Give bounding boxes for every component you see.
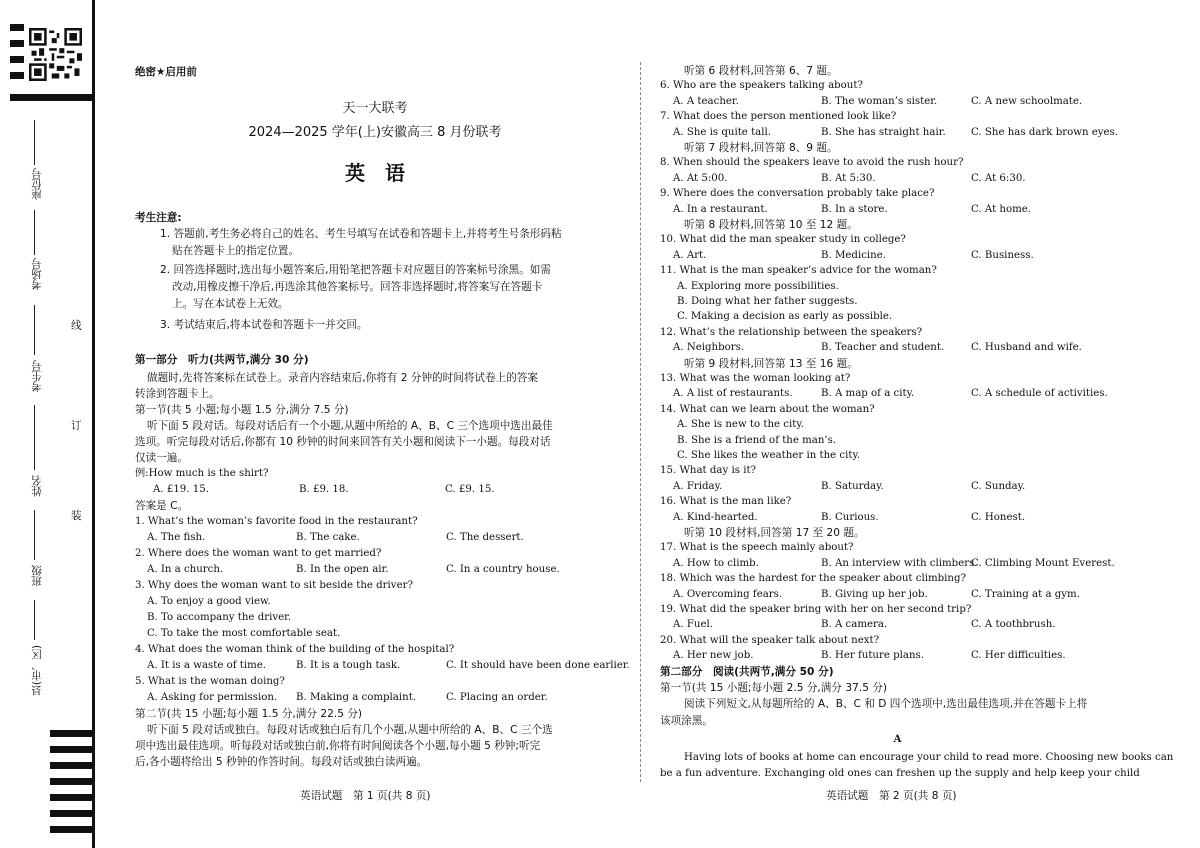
- subject-title: 英 语: [345, 161, 405, 185]
- question-option: A. In a church.: [147, 564, 224, 575]
- question-option: C. Her difficulties.: [971, 650, 1066, 662]
- confidential-mark: 绝密★启用前: [135, 66, 197, 78]
- question-option: B. In a store.: [821, 203, 888, 215]
- notice-line: 2. 回答选择题时,选出每小题答案后,用铅笔把答题卡对应题目的答案标号涂黑。如需: [160, 264, 551, 276]
- section1-intro-line: 选项。听完每段对话后,你都有 10 秒钟的时间来回答有关小题和阅读下一小题。每段对话: [135, 436, 551, 448]
- question-option: A. Overcoming fears.: [673, 588, 783, 600]
- reading-intro-line: 该项涂黑。: [660, 714, 713, 727]
- passage-line: be a fun adventure. Exchanging old ones can freshen up the supply and help keep your child: [660, 768, 1140, 779]
- question-option: C. Placing an order.: [446, 692, 548, 703]
- section1-title: 第一节(共 5 小题;每小题 1.5 分,满分 7.5 分): [135, 404, 349, 416]
- question-option: A. Exploring more possibilities.: [677, 280, 839, 292]
- question-option: A. In a restaurant.: [673, 203, 768, 215]
- notice-line: 1. 答题前,考生务必将自己的姓名、考生号填写在试卷和答题卡上,并将考生号条形码粘: [160, 228, 562, 240]
- passage-line: Having lots of books at home can encourage your child to read more. Choosing new books can: [684, 751, 1174, 763]
- question-option: B. A map of a city.: [821, 388, 915, 400]
- question-option: C. Making a decision as early as possible.: [677, 311, 893, 323]
- question-option: C. A new schoolmate.: [971, 95, 1083, 107]
- question-option: B. To accompany the driver.: [147, 612, 292, 623]
- question-option: B. The woman’s sister.: [821, 95, 938, 107]
- reading-intro-line: 阅读下列短文,从每题所给的 A、B、C 和 D 四个选项中,选出最佳选项,并在答题卡上将: [684, 698, 1088, 711]
- reading-section1-title: 第一节(共 15 小题;每小题 2.5 分,满分 37.5 分): [660, 682, 888, 694]
- question-option: A. The fish.: [147, 532, 206, 543]
- section2-title: 第二节(共 15 小题;每小题 1.5 分,满分 22.5 分): [135, 708, 363, 720]
- question-stem: 13. What was the woman looking at?: [660, 373, 851, 384]
- question-option: B. She has straight hair.: [821, 126, 946, 138]
- question-stem: 8. When should the speakers leave to avoid the rush hour?: [660, 157, 964, 169]
- question-stem: 18. Which was the hardest for the speaker about climbing?: [660, 573, 966, 585]
- question-option: B. Medicine.: [821, 249, 886, 261]
- question-option: B. The cake.: [296, 532, 360, 543]
- question-stem: 20. What will the speaker talk about next?: [660, 634, 880, 646]
- question-stem: 17. What is the speech mainly about?: [660, 542, 854, 554]
- exam-title: 2024—2025 学年(上)安徽高三 8 月份联考: [248, 125, 502, 140]
- passage-label: A: [893, 733, 902, 746]
- question-option: A. It is a waste of time.: [147, 660, 267, 671]
- class-label: 班级: [31, 565, 43, 587]
- cut-line: [92, 0, 95, 848]
- question-stem: 15. What day is it?: [660, 465, 757, 477]
- section2-intro-line: 后,各小题将给出 5 秒钟的作答时间。每段对话或独白读两遍。: [135, 756, 428, 768]
- question-option: B. It is a tough task.: [296, 660, 401, 671]
- question-stem: 1. What’s the woman’s favorite food in the restaurant?: [135, 516, 418, 527]
- question-stem: 7. What does the person mentioned look like?: [660, 111, 897, 123]
- notice-title: 考生注意:: [135, 212, 182, 224]
- question-option: C. Honest.: [971, 511, 1026, 523]
- question-option: C. Business.: [971, 249, 1034, 261]
- listening-lead: 听第 6 段材料,回答第 6、7 题。: [684, 65, 838, 77]
- question-option: C. At 6:30.: [971, 172, 1026, 184]
- question-stem: 10. What did the man speaker study in college?: [660, 234, 906, 246]
- question-option: B. Doing what her father suggests.: [677, 296, 858, 307]
- question-option: C. She likes the weather in the city.: [677, 450, 861, 461]
- student-number-label: 考生号: [31, 360, 43, 392]
- question-option: C. In a country house.: [446, 564, 560, 575]
- listening-lead: 听第 9 段材料,回答第 13 至 16 题。: [684, 357, 858, 370]
- bind-char-bind: 装: [71, 510, 82, 522]
- question-option: C. It should have been done earlier.: [446, 660, 630, 671]
- question-option: A. Art.: [673, 249, 707, 261]
- listening-lead: 听第 8 段材料,回答第 10 至 12 题。: [684, 219, 858, 231]
- question-option: A. Neighbors.: [673, 342, 745, 354]
- question-option: C. Husband and wife.: [971, 342, 1082, 354]
- exam-room-label: 考场号: [31, 258, 43, 290]
- question-option: A. How to climb.: [673, 557, 759, 569]
- question-option: A. Kind-hearted.: [673, 511, 758, 523]
- question-option: B. In the open air.: [296, 564, 389, 575]
- question-option: B. At 5:30.: [821, 172, 876, 184]
- notice-line: 贴在答题卡上的指定位置。: [172, 245, 300, 257]
- question-option: A. A list of restaurants.: [673, 388, 793, 400]
- question-option: C. At home.: [971, 203, 1032, 215]
- question-option: B. A camera.: [821, 619, 888, 631]
- question-option: C. A toothbrush.: [971, 619, 1056, 631]
- question-option: B. Giving up her job.: [821, 588, 928, 600]
- part1-intro-line: 转涂到答题卡上。: [135, 388, 220, 400]
- question-stem: 2. Where does the woman want to get married?: [135, 548, 382, 559]
- example-question: 例:How much is the shirt?: [135, 468, 269, 479]
- question-stem: 12. What’s the relationship between the speakers?: [660, 326, 923, 338]
- question-stem: 19. What did the speaker bring with her on her second trip?: [660, 604, 972, 615]
- question-option: A. A teacher.: [673, 95, 739, 107]
- question-option: A. She is new to the city.: [677, 419, 804, 431]
- listening-lead: 听第 7 段材料,回答第 8、9 题。: [684, 142, 838, 154]
- section2-intro-line: 听下面 5 段对话或独白。每段对话或独白后有几个小题,从题中所给的 A、B、C 三个选: [147, 724, 553, 736]
- question-option: C. She has dark brown eyes.: [971, 126, 1119, 138]
- question-option: B. Making a complaint.: [296, 692, 417, 703]
- question-option: C. Sunday.: [971, 480, 1026, 492]
- question-option: B. Her future plans.: [821, 650, 924, 662]
- question-option: A. She is quite tall.: [673, 126, 771, 138]
- question-option: C. To take the most comfortable seat.: [147, 628, 341, 639]
- question-option: B. Teacher and student.: [821, 342, 945, 354]
- question-option: B. Curious.: [821, 511, 879, 523]
- question-stem: 9. Where does the conversation probably take place?: [660, 188, 935, 200]
- listening-lead: 听第 10 段材料,回答第 17 至 20 题。: [684, 527, 865, 539]
- notice-line: 上。写在本试卷上无效。: [172, 298, 289, 310]
- question-option: A. To enjoy a good view.: [147, 596, 271, 607]
- notice-line: 改动,用橡皮擦干净后,再选涂其他答案标号。回答非选择题时,将答案写在答题卡: [172, 281, 543, 293]
- question-option: A. Her new job.: [673, 650, 754, 662]
- question-option: A. Asking for permission.: [147, 692, 278, 703]
- question-stem: 14. What can we learn about the woman?: [660, 403, 875, 415]
- example-answer: 答案是 C。: [135, 500, 189, 512]
- county-label: 县(市、区): [31, 645, 43, 696]
- question-option: A. Fuel.: [673, 619, 713, 631]
- bind-char-line: 线: [71, 320, 82, 332]
- seat-label: 座位号: [31, 168, 43, 200]
- footer-right: 英语试题 第 2 页(共 8 页): [826, 790, 957, 802]
- section1-intro-line: 仅读一遍。: [135, 452, 188, 464]
- binding-strip: [0, 0, 95, 848]
- footer-left: 英语试题 第 1 页(共 8 页): [300, 790, 431, 802]
- part1-title: 第一部分 听力(共两节,满分 30 分): [135, 354, 309, 366]
- question-option: A. At 5:00.: [673, 172, 728, 184]
- question-option: B. An interview with climbers.: [821, 557, 978, 569]
- question-option: C. Climbing Mount Everest.: [971, 557, 1115, 569]
- section2-intro-line: 项中选出最佳选项。听每段对话或独白前,你将有时间阅读各个小题,每小题 5 秒钟;听完: [135, 740, 541, 752]
- question-stem: 3. Why does the woman want to sit beside the driver?: [135, 580, 413, 591]
- example-option: C. £9. 15.: [445, 484, 495, 495]
- exam-org: 天一大联考: [342, 101, 408, 116]
- part1-intro-line: 做题时,先将答案标在试卷上。录音内容结束后,你将有 2 分钟的时间将试卷上的答案: [147, 372, 538, 384]
- example-option: B. £9. 18.: [299, 484, 349, 495]
- question-option: B. Saturday.: [821, 480, 884, 492]
- part2-title: 第二部分 阅读(共两节,满分 50 分): [660, 665, 834, 678]
- notice-line: 3. 考试结束后,将本试卷和答题卡一并交回。: [160, 319, 368, 331]
- name-label: 姓名: [31, 475, 43, 497]
- question-stem: 4. What does the woman think of the building of the hospital?: [135, 644, 455, 655]
- question-option: C. Training at a gym.: [971, 588, 1080, 600]
- column-divider: [640, 62, 641, 782]
- question-option: C. A schedule of activities.: [971, 388, 1108, 400]
- question-stem: 6. Who are the speakers talking about?: [660, 80, 863, 92]
- example-option: A. £19. 15.: [153, 484, 209, 495]
- question-option: C. The dessert.: [446, 532, 524, 543]
- question-stem: 11. What is the man speaker’s advice for the woman?: [660, 265, 937, 277]
- bind-char-staple: 订: [71, 420, 82, 432]
- question-stem: 5. What is the woman doing?: [135, 676, 285, 687]
- question-option: B. She is a friend of the man’s.: [677, 434, 837, 446]
- question-stem: 16. What is the man like?: [660, 496, 792, 508]
- question-option: A. Friday.: [673, 480, 723, 492]
- section1-intro-line: 听下面 5 段对话。每段对话后有一个小题,从题中所给的 A、B、C 三个选项中选出最佳: [147, 420, 553, 432]
- qr-code: [29, 28, 82, 81]
